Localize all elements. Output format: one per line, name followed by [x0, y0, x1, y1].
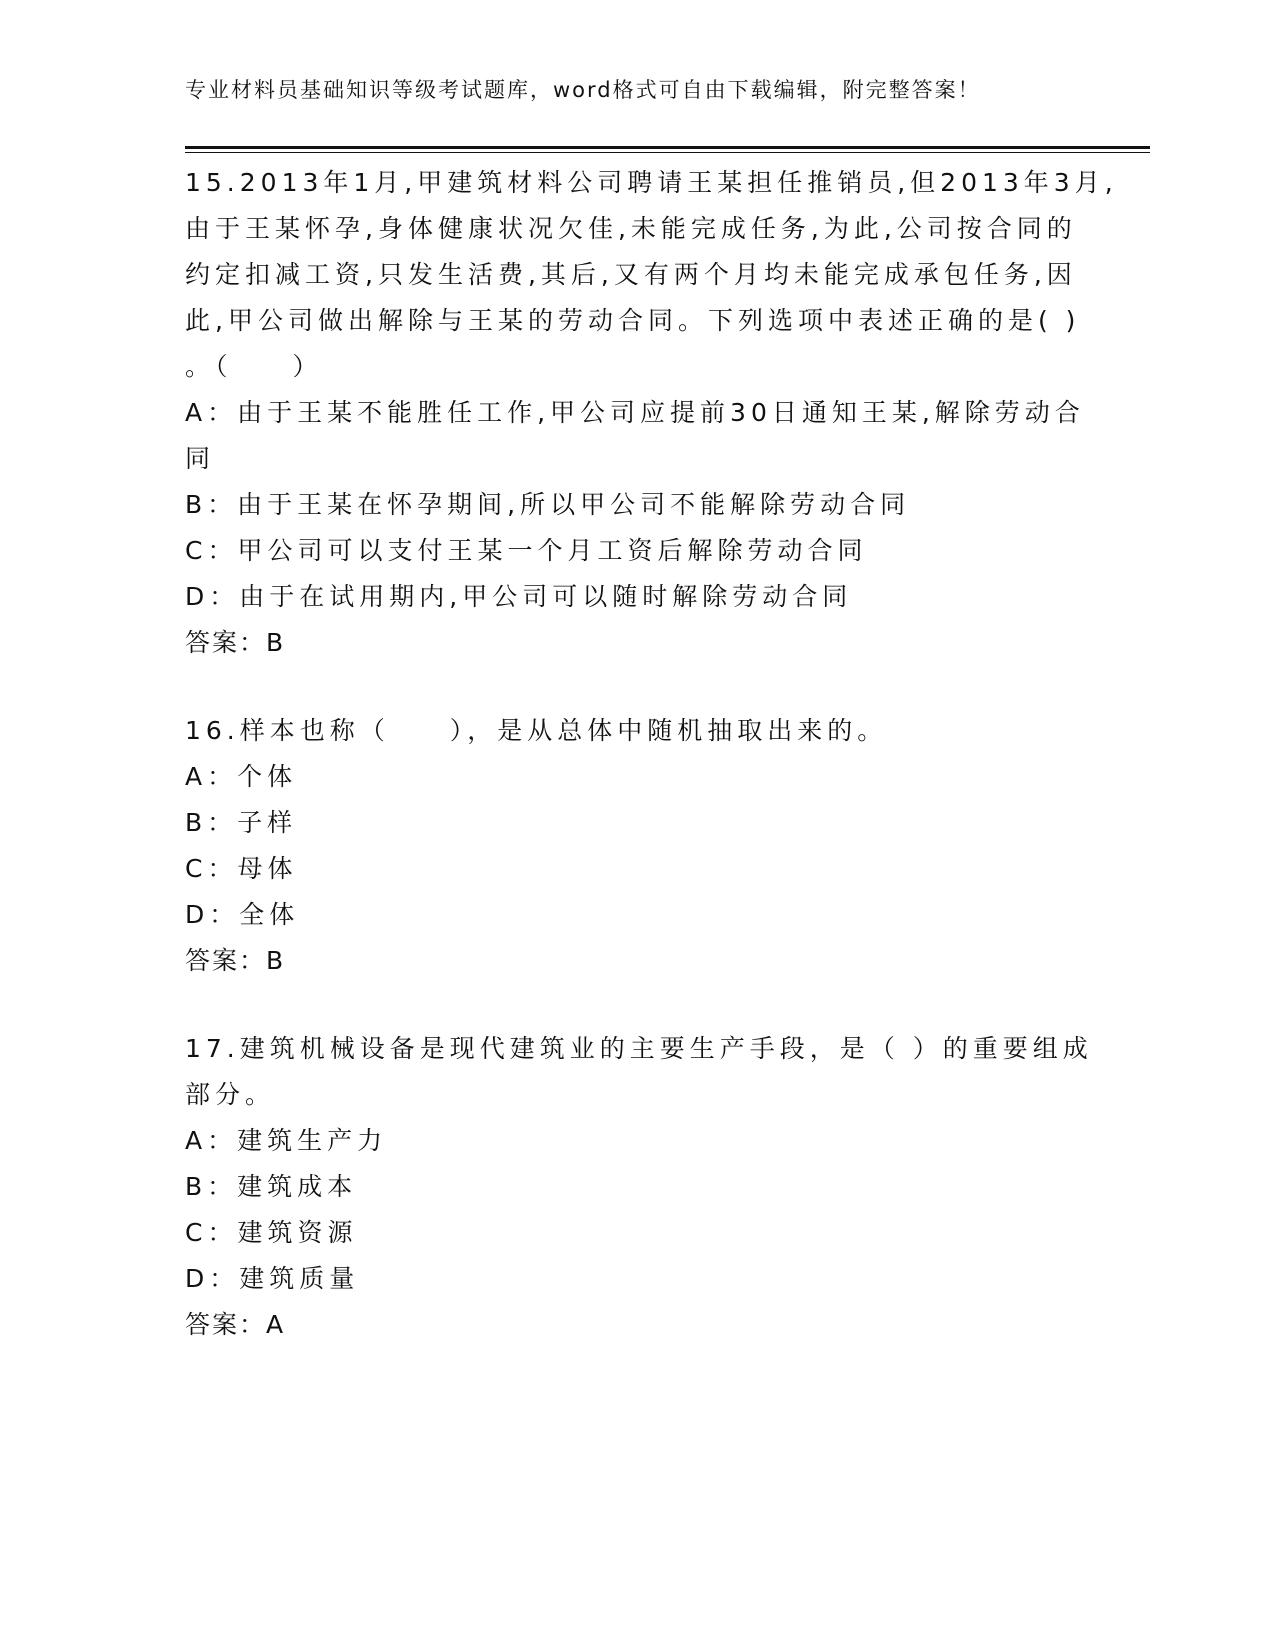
answer-value: B	[266, 946, 286, 975]
answer-label: 答案：	[185, 1310, 267, 1339]
option-a: A：建筑生产力	[185, 1126, 388, 1155]
header-rule-thin	[185, 152, 1150, 153]
option-a: A：个体	[185, 762, 298, 791]
option-c: C：甲公司可以支付王某一个月工资后解除劳动合同	[185, 536, 868, 565]
question-15	[185, 160, 1118, 666]
question-stem-line: 。（ ）	[185, 352, 323, 381]
option-d: D：建筑质量	[185, 1264, 360, 1293]
question-list	[185, 160, 1118, 1390]
option-a-continued: 同	[185, 444, 216, 473]
option-a: A：由于王某不能胜任工作,甲公司应提前30日通知王某,解除劳动合	[185, 398, 1085, 427]
page-header-text: 专业材料员基础知识等级考试题库，word格式可自由下载编辑，附完整答案！	[185, 78, 981, 102]
option-b: B：由于王某在怀孕期间,所以甲公司不能解除劳动合同	[185, 490, 911, 519]
answer-label: 答案：	[185, 946, 267, 975]
answer-value: B	[266, 628, 286, 657]
answer-line	[185, 620, 1085, 666]
option-b: B：子样	[185, 808, 298, 837]
option-c: C：母体	[185, 854, 298, 883]
option-c: C：建筑资源	[185, 1218, 358, 1247]
question-17	[185, 1026, 1093, 1348]
answer-value: A	[266, 1310, 286, 1339]
question-stem-line: 部分。	[185, 1080, 276, 1109]
header-rule-thick	[185, 146, 1150, 149]
question-stem-line: 16.样本也称（ ），是从总体中随机抽取出来的。	[185, 716, 888, 745]
answer-line	[185, 1302, 1085, 1348]
question-stem-line: 由于王某怀孕,身体健康状况欠佳,未能完成任务,为此,公司按合同的	[185, 214, 1077, 243]
question-stem-line: 此,甲公司做出解除与王某的劳动合同。下列选项中表述正确的是( )	[185, 306, 1081, 335]
answer-line	[185, 938, 1085, 984]
option-b: B：建筑成本	[185, 1172, 358, 1201]
option-d: D：全体	[185, 900, 300, 929]
option-d: D：由于在试用期内,甲公司可以随时解除劳动合同	[185, 582, 853, 611]
question-stem-line: 约定扣减工资,只发生活费,其后,又有两个月均未能完成承包任务,因	[185, 260, 1077, 289]
question-stem-line: 15.2013年1月,甲建筑材料公司聘请王某担任推销员,但2013年3月,	[185, 168, 1118, 197]
question-stem-line: 17.建筑机械设备是现代建筑业的主要生产手段，是（ ）的重要组成	[185, 1034, 1093, 1063]
question-16	[185, 708, 1085, 984]
answer-label: 答案：	[185, 628, 267, 657]
